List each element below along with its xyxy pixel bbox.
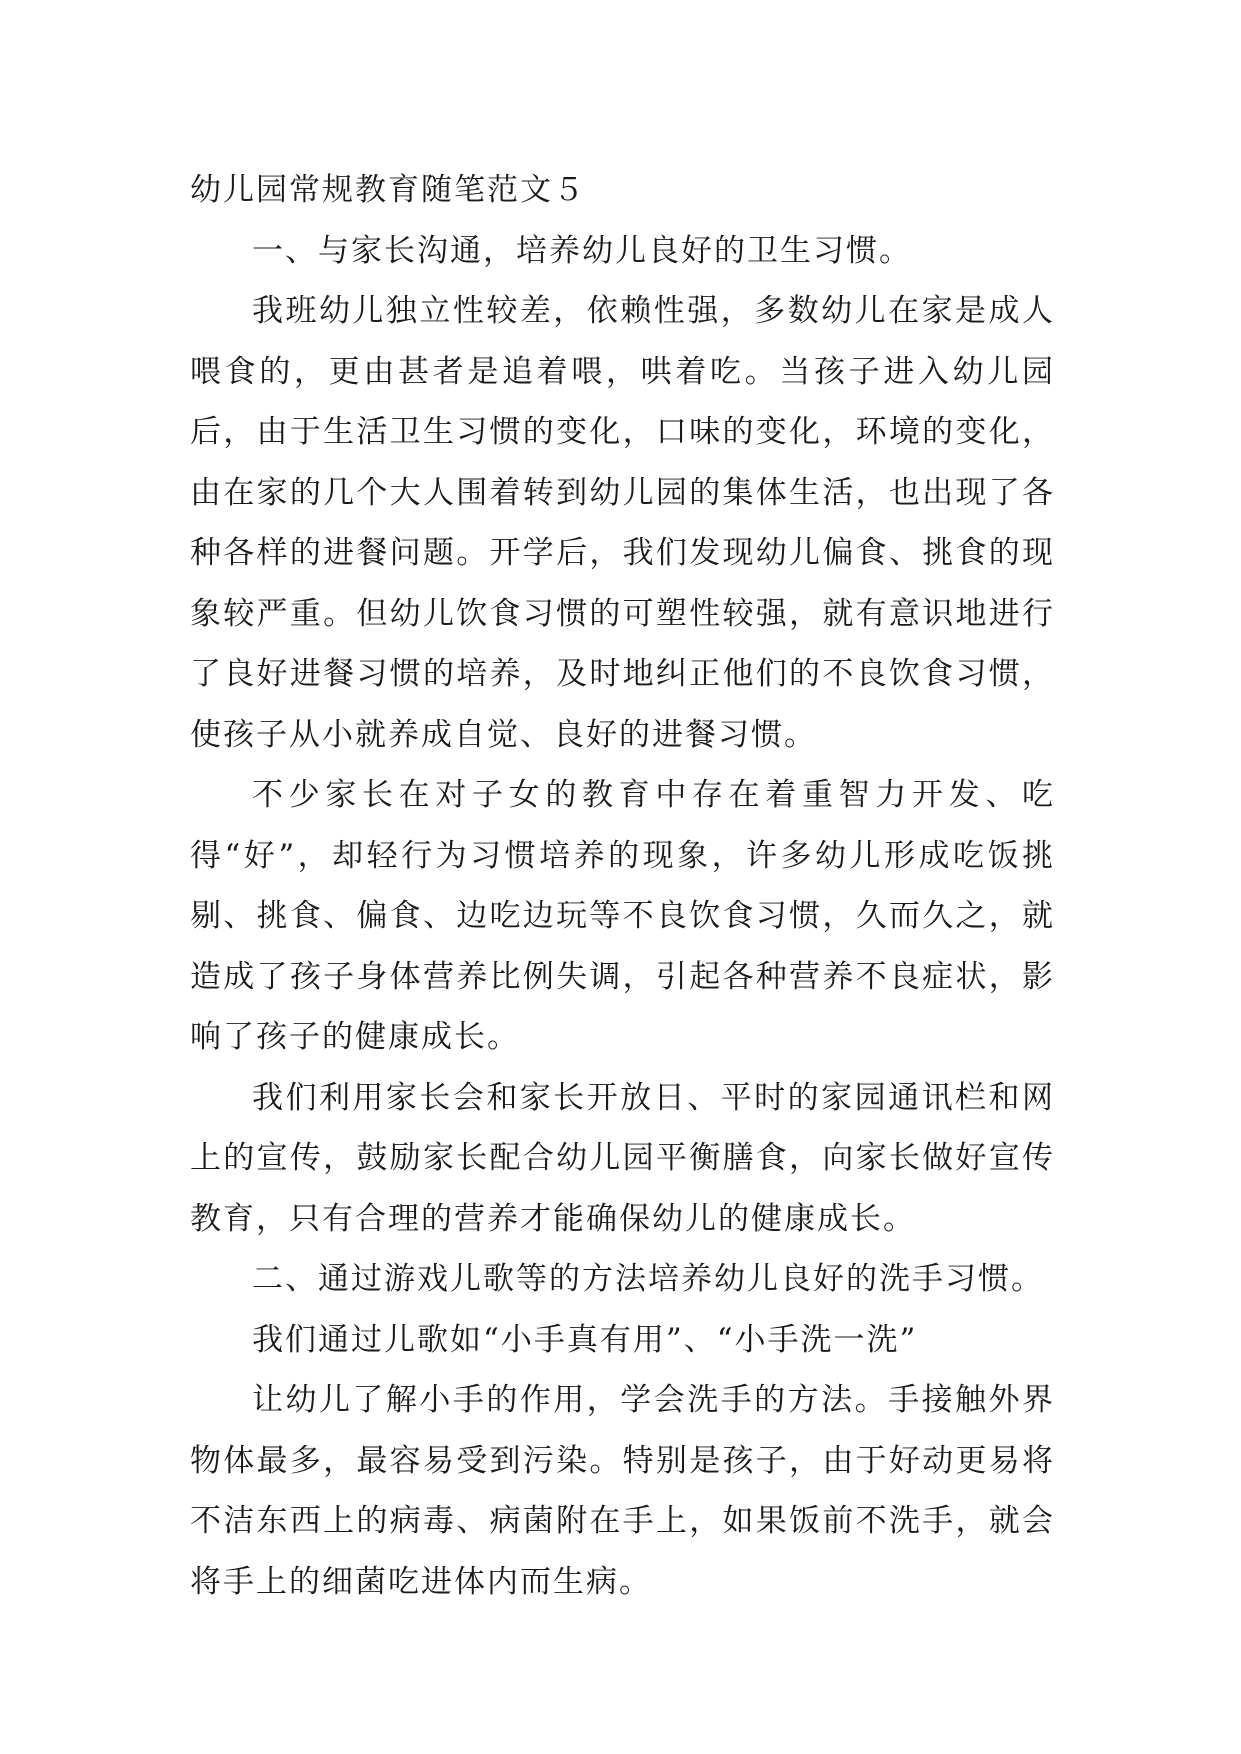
document-title: 幼儿园常规教育随笔范文５	[190, 172, 586, 208]
section-heading-handwashing: 二、通过游戏儿歌等的方法培养幼儿良好的洗手习惯。	[252, 1261, 1044, 1297]
paragraph: 让幼儿了解小手的作用，学会洗手的方法。手接触外界物体最多，最容易受到污染。特别是孩子，由于好动更易将不洁东西上的病毒、病菌附在手上，如果饭前不洗手，就会将手上的细菌吃进体内而生病。	[190, 1382, 1055, 1600]
document-body	[190, 160, 1055, 1612]
section-heading-hygiene: 一、与家长沟通，培养幼儿良好的卫生习惯。	[252, 232, 912, 269]
paragraph: 我们利用家长会和家长开放日、平时的家园通讯栏和网上的宣传，鼓励家长配合幼儿园平衡膳食，向家长做好宣传教育，只有合理的营养才能确保幼儿的健康成长。	[190, 1079, 1055, 1237]
paragraph: 我们通过儿歌如“小手真有用”、“小手洗一洗”	[252, 1321, 918, 1358]
paragraph: 我班幼儿独立性较差，依赖性强，多数幼儿在家是成人喂食的，更由甚者是追着喂，哄着吃。当孩子进入幼儿园后，由于生活卫生习惯的变化，口味的变化，环境的变化，由在家的几个大人围着转到幼儿园的集体生活，也出现了各种各样的进餐问题。开学后，我们发现幼儿偏食、挑食的现象较严重。但幼儿饮食习惯的可塑性较强，就有意识地进行了良好进餐习惯的培养，及时地纠正他们的不良饮食习惯，使孩子从小就养成自觉、良好的进餐习惯。	[190, 293, 1055, 753]
paragraph: 不少家长在对子女的教育中存在着重智力开发、吃得“好”，却轻行为习惯培养的现象，许多幼儿形成吃饭挑剔、挑食、偏食、边吃边玩等不良饮食习惯，久而久之，就造成了孩子身体营养比例失调，引起各种营养不良症状，影响了孩子的健康成长。	[190, 777, 1055, 1055]
